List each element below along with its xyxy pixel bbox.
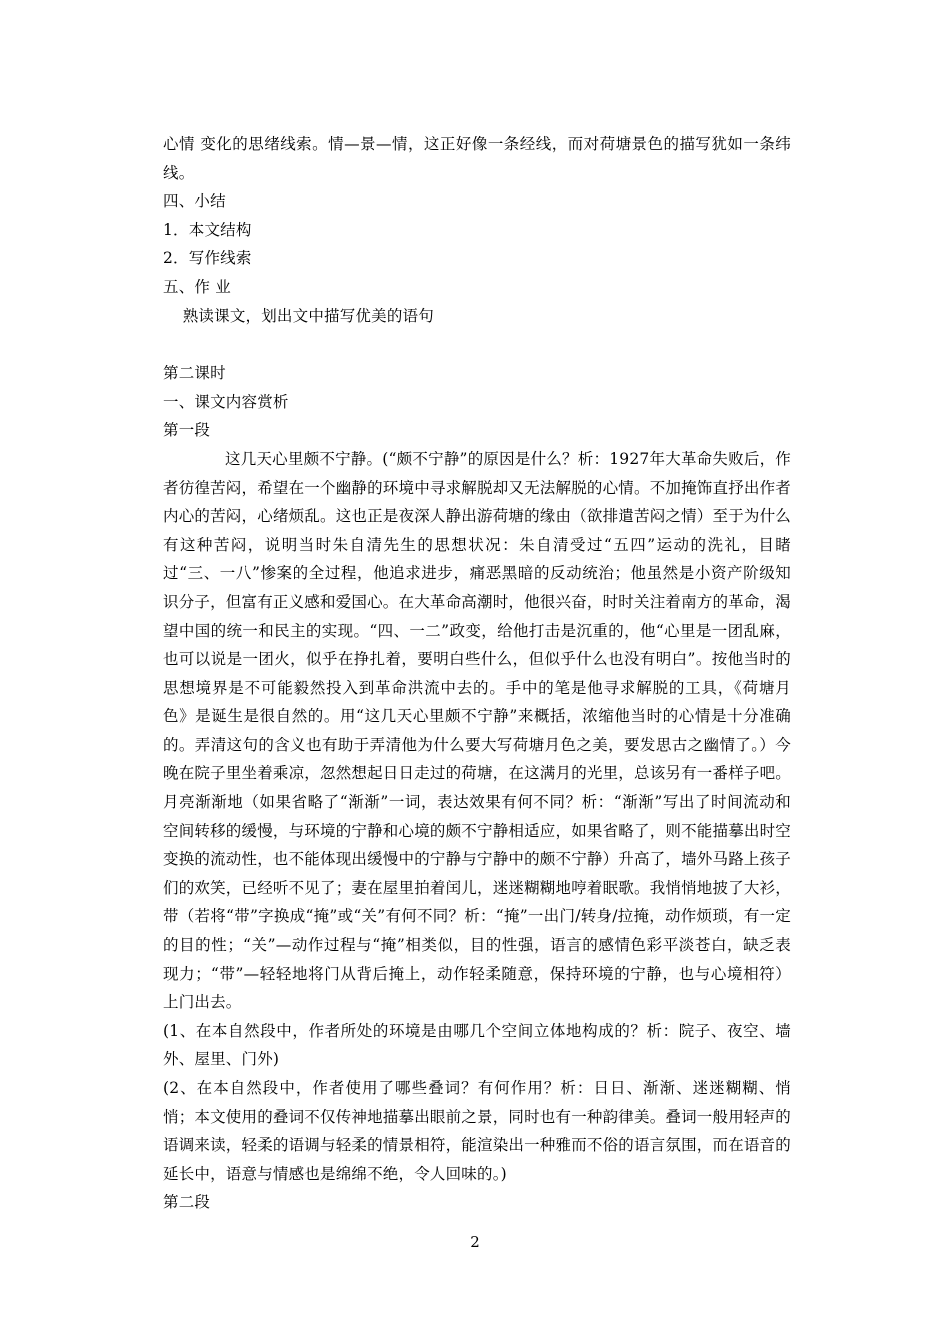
paragraph-thread-summary: 心情 变化的思绪线索。情—景—情，这正好像一条经线，而对荷塘景色的描写犹如一条纬线。 [163,135,791,182]
heading-second-lesson: 第二课时 [163,364,226,383]
page-number: 2 [470,1233,480,1251]
heading-second-section: 第二段 [163,1193,211,1212]
heading-content-analysis: 一、课文内容赏析 [163,392,289,411]
list-item-clue: 2．写作线索 [163,249,252,268]
question-two: (2、在本自然段中，作者使用了哪些叠词？有何作用？析：日日、渐渐、迷迷糊糊、悄悄；本文使用的叠词不仅传神地描摹出眼前之景，同时也有一种韵律美。叠词一般用轻声的语调来读，轻柔的语调与轻柔的情景相符，能渲染出一种雅而不俗的语言氛围，而在语音的延长中，语意与情感也是绵绵不绝，令人回味的。) [163,1079,792,1183]
blank-line [163,330,791,359]
list-item-structure: 1．本文结构 [163,220,252,239]
page-body [163,130,791,1217]
paragraph-first-section-analysis: 这几天心里颇不宁静。(“颇不宁静”的原因是什么？析：1927年大革命失败后，作者彷徨苦闷，希望在一个幽静的环境中寻求解脱却又无法解脱的心情。不加掩饰直抒出作者内心的苦闷，心绪烦乱。这也正是夜深人静出游荷塘的缘由（欲排遣苦闷之情）至于为什么有这种苦闷，说明当时朱自清先生的思想状况：朱自清受过“五四”运动的洗礼，目睹过“三、一八”惨案的全过程，他追求进步，痛恶黑暗的反动统治；他虽然是小资产阶级知识分子，但富有正义感和爱国心。在大革命高潮时，他很兴奋，时时关注着南方的革命，渴望中国的统一和民主的实现。“四、一二”政变，给他打击是沉重的，他“心里是一团乱麻，也可以说是一团火，似乎在挣扎着，要明白些什么，但似乎什么也没有明白”。按他当时的思想境界是不可能毅然投入到革命洪流中去的。手中的笔是他寻求解脱的工具，《荷塘月色》是诞生是很自然的。用“这几天心里颇不宁静”来概括，浓缩他当时的心情是十分准确的。弄清这句的含义也有助于弄清他为什么要大写荷塘月色之美，要发思古之幽情了。）今晚在院子里坐着乘凉，忽然想起日日走过的荷塘，在这满月的光里，总该另有一番样子吧。月亮渐渐地（如果省略了“渐渐”一词，表达效果有何不同？析：“渐渐”写出了时间流动和空间转移的缓慢，与环境的宁静和心境的颇不宁静相适应，如果省略了，则不能描摹出时空变换的流动性，也不能体现出缓慢中的宁静与宁静中的颇不宁静）升高了，墙外马路上孩子们的欢笑，已经听不见了；妻在屋里拍着闰儿，迷迷糊糊地哼着眠歌。我悄悄地披了大衫，带（若将“带”字换成“掩”或“关”有何不同？析：“掩”一出门/转身/拉掩，动作烦琐，有一定的目的性；“关”—动作过程与“掩”相类似，目的性强，语言的感情色彩平淡苍白，缺乏表现力；“带”—轻轻地将门从背后掩上，动作轻柔随意，保持环境的宁静，也与心境相符）上门出去。 [163,449,792,1012]
homework-text: 熟读课文，划出文中描写优美的语句 [182,306,434,325]
heading-homework: 五、作 业 [163,277,231,296]
question-one: (1、在本自然段中，作者所处的环境是由哪几个空间立体地构成的？析：院子、夜空、墙外、屋里、门外) [163,1021,791,1069]
heading-first-section: 第一段 [163,421,211,440]
heading-summary: 四、小结 [163,192,226,211]
